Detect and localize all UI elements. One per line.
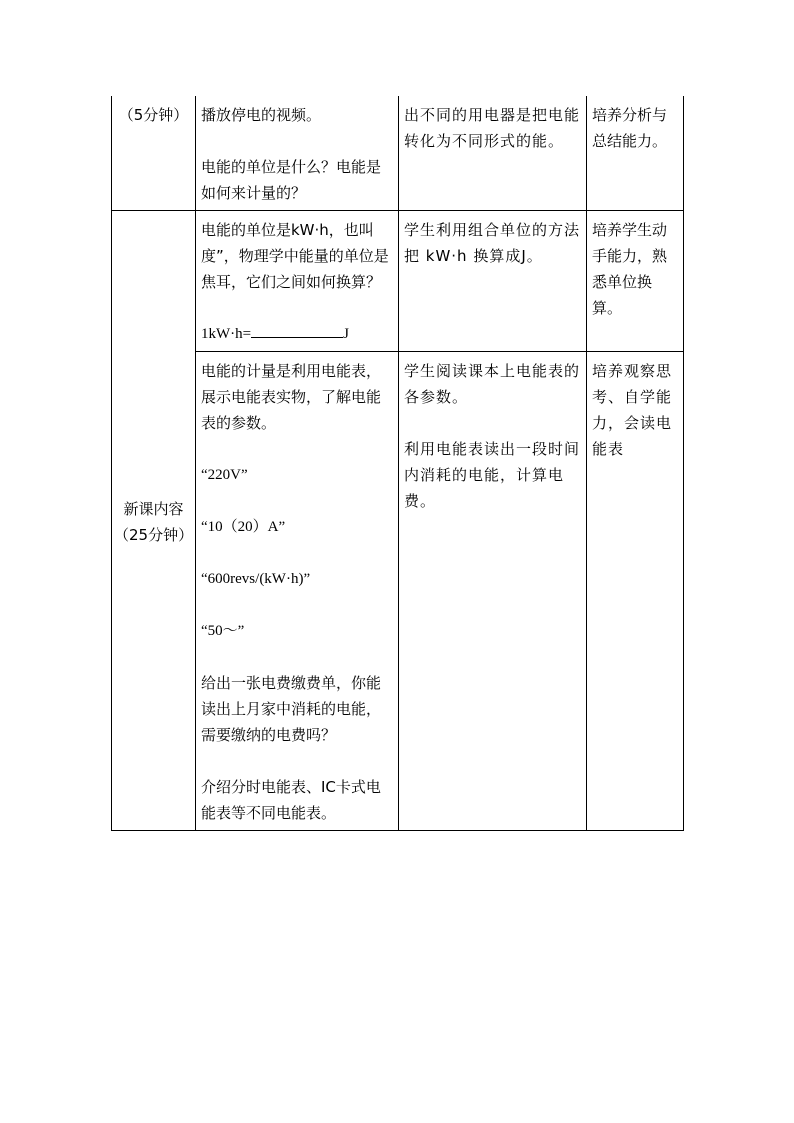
meter-parameter: “10（20）A” [201,519,286,535]
teacher-activity-cell [196,352,399,831]
conversion-formula [201,321,394,347]
student-activity-cell [399,96,587,211]
text-paragraph: 介绍分时电能表、IC卡式电能表等不同电能表。 [201,778,381,822]
design-intent-cell: 培养分析与总结能力。 [587,96,684,211]
meter-parameter: “220V” [201,467,248,483]
text-paragraph: 电能的计量是利用电能表，展示电能表实物，了解电能表的参数。 [201,362,382,432]
design-intent-cell: 培养观察思考、自学能力，会读电能表 [587,352,684,831]
student-activity-cell: 学生利用组合单位的方法把 kW·h 换算成J。 [399,211,587,352]
design-intent-cell: 培养学生动手能力，熟悉单位换算。 [587,211,684,352]
stage-cell: （5分钟） [112,96,196,211]
formula-left: 1kW·h= [201,326,252,342]
text-paragraph: 学生阅读课本上电能表的各参数。 [404,362,581,406]
teacher-activity-cell [196,211,399,352]
table-row [112,96,684,211]
text-paragraph: 出不同的用电器是把电能转化为不同形式的能。 [404,106,581,150]
fill-blank [251,321,343,338]
meter-parameter: “50～” [201,623,245,639]
lesson-plan-table [111,96,684,831]
student-activity-cell [399,352,587,831]
stage-cell: 新课内容（25分钟） [112,211,196,831]
text-paragraph: 电能的单位是什么？电能是如何来计量的？ [201,158,382,202]
text-paragraph: 利用电能表读出一段时间内消耗的电能，计算电费。 [404,440,581,510]
formula-right: J [343,326,349,342]
text-paragraph: 电能的单位是kW·h，也叫度”，物理学中能量的单位是焦耳，它们之间如何换算？ [201,221,389,291]
meter-parameter: “600revs/(kW·h)” [201,571,311,587]
table-row [112,211,684,352]
teacher-activity-cell [196,96,399,211]
text-paragraph: 播放停电的视频。 [201,106,322,124]
text-paragraph: 给出一张电费缴费单，你能读出上月家中消耗的电能，需要缴纳的电费吗？ [201,674,382,744]
table-row [112,352,684,831]
